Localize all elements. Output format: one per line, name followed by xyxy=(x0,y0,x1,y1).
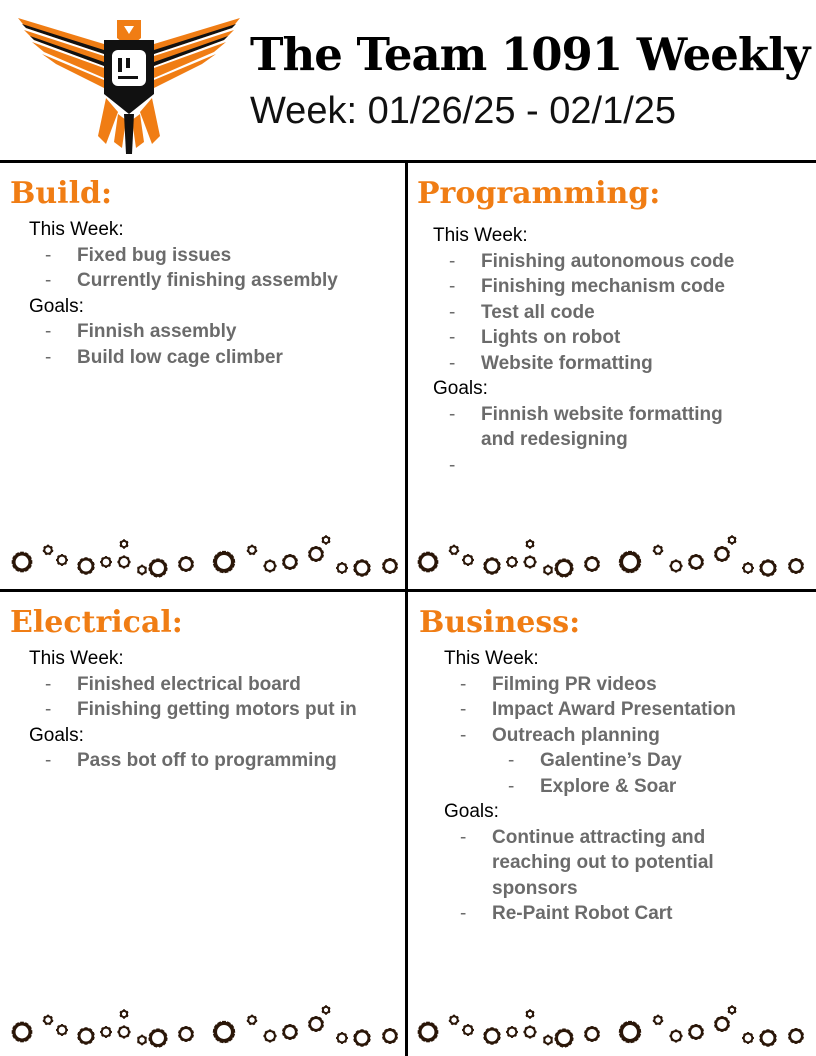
gear-border-bottom xyxy=(0,1002,816,1054)
programming-section xyxy=(417,176,807,478)
list-item: - Re-Paint Robot Cart xyxy=(460,903,673,924)
electrical-goals-list xyxy=(29,748,410,774)
gear-icon xyxy=(688,554,704,570)
list-item: - Finnish website formatting and redesigning xyxy=(449,403,723,450)
programming-this-week-list xyxy=(433,249,807,377)
programming-goals-label: Goals: xyxy=(433,378,488,399)
gear-icon xyxy=(12,552,33,573)
list-item: - Test all code xyxy=(449,301,595,323)
gear-icon xyxy=(554,1028,573,1047)
gear-icon xyxy=(282,554,298,570)
electrical-goals-label: Goals: xyxy=(29,724,84,746)
business-heading: Business: xyxy=(419,605,581,640)
gear-icon xyxy=(523,555,536,568)
list-item: - Finishing getting motors put in xyxy=(45,699,357,720)
list-item: - Galentine’s Day xyxy=(508,750,682,771)
list-item: - Impact Award Presentation xyxy=(460,699,736,720)
gear-icon xyxy=(213,1021,236,1043)
electrical-section xyxy=(10,605,410,774)
gear-icon xyxy=(653,1015,664,1026)
gear-icon xyxy=(43,545,54,556)
gear-icon xyxy=(669,1029,682,1042)
gear-icon xyxy=(418,1022,439,1043)
list-item: - Continue attracting and reaching out to potential sponsors xyxy=(460,826,714,899)
phoenix-robot-logo-icon xyxy=(18,14,240,156)
top-divider xyxy=(0,160,816,163)
programming-goals-list xyxy=(433,402,807,478)
gear-icon xyxy=(462,554,474,566)
gear-icon xyxy=(43,1015,54,1026)
gear-icon xyxy=(213,551,236,573)
gear-icon xyxy=(117,1025,130,1038)
gear-icon xyxy=(653,545,664,556)
list-item: - Explore & Soar xyxy=(508,775,677,797)
electrical-this-week-label: This Week: xyxy=(29,648,124,669)
electrical-heading: Electrical: xyxy=(10,605,183,640)
gear-icon xyxy=(382,1028,398,1044)
gear-icon xyxy=(308,1016,324,1032)
list-item: - Pass bot off to programming xyxy=(45,750,337,771)
gear-icon xyxy=(382,558,398,574)
gear-icon xyxy=(178,1026,194,1042)
gear-icon xyxy=(137,1035,147,1046)
gear-icon xyxy=(506,556,518,568)
list-item: - Fixed bug issues xyxy=(45,244,232,266)
gear-icon xyxy=(321,535,330,544)
gear-icon xyxy=(308,546,324,562)
gear-border-top xyxy=(0,532,816,584)
gear-icon xyxy=(584,1026,600,1042)
electrical-this-week-list xyxy=(29,672,410,723)
gear-icon xyxy=(263,559,276,572)
list-item: - Currently finishing assembly xyxy=(45,270,338,291)
list-item: - Outreach planning xyxy=(460,724,660,746)
gear-icon xyxy=(449,1015,460,1026)
build-section xyxy=(10,176,410,370)
list-item: - Lights on robot xyxy=(449,327,621,348)
gear-icon xyxy=(336,1032,348,1044)
gear-icon xyxy=(247,545,258,556)
gear-icon xyxy=(788,1028,804,1044)
gear-icon xyxy=(263,1029,276,1042)
gear-icon xyxy=(353,1029,371,1046)
gear-icon xyxy=(523,1025,536,1038)
business-this-week-list xyxy=(444,672,809,800)
programming-this-week-label: This Week: xyxy=(433,225,528,246)
gear-icon xyxy=(483,1027,501,1044)
list-item: - Build low cage climber xyxy=(45,346,283,368)
gear-icon xyxy=(148,1028,167,1047)
gear-icon xyxy=(727,535,736,544)
gear-icon xyxy=(584,556,600,572)
gear-icon xyxy=(788,558,804,574)
gear-icon xyxy=(119,539,128,548)
gear-icon xyxy=(336,562,348,574)
list-item: - Finishing autonomous code xyxy=(449,250,735,272)
gear-icon xyxy=(137,565,147,576)
list-item: - xyxy=(449,454,456,476)
gear-icon xyxy=(525,1009,534,1018)
gear-icon xyxy=(418,552,439,573)
gear-icon xyxy=(543,565,553,576)
business-goals-list xyxy=(444,825,809,927)
build-goals-label: Goals: xyxy=(29,295,84,317)
gear-icon xyxy=(12,1022,33,1043)
gear-icon xyxy=(462,1024,474,1036)
gear-icon xyxy=(506,1026,518,1038)
list-item: - Website formatting xyxy=(449,352,653,374)
gear-icon xyxy=(100,556,112,568)
gear-icon xyxy=(688,1024,704,1040)
gear-icon xyxy=(247,1015,258,1026)
gear-icon xyxy=(669,559,682,572)
middle-divider xyxy=(0,589,816,592)
programming-heading: Programming: xyxy=(417,176,661,211)
build-this-week-label: This Week: xyxy=(29,219,124,240)
build-this-week-list xyxy=(29,243,410,294)
newsletter-header xyxy=(0,0,816,160)
gear-icon xyxy=(77,1027,95,1044)
gear-icon xyxy=(56,1024,68,1036)
gear-icon xyxy=(525,539,534,548)
list-item: - Filming PR videos xyxy=(460,673,657,695)
gear-icon xyxy=(100,1026,112,1038)
gear-icon xyxy=(353,559,371,576)
gear-icon xyxy=(619,1021,642,1043)
gear-icon xyxy=(727,1005,736,1014)
build-heading: Build: xyxy=(10,176,113,211)
gear-icon xyxy=(619,551,642,573)
gear-icon xyxy=(77,557,95,574)
build-goals-list xyxy=(29,319,410,370)
gear-icon xyxy=(742,562,754,574)
gear-icon xyxy=(148,558,167,577)
gear-icon xyxy=(282,1024,298,1040)
gear-icon xyxy=(543,1035,553,1046)
gear-icon xyxy=(759,1029,777,1046)
business-section xyxy=(419,605,809,927)
week-range: Week: 01/26/25 - 02/1/25 xyxy=(250,90,677,132)
list-item: - Finishing mechanism code xyxy=(449,276,725,297)
gear-icon xyxy=(714,546,730,562)
business-this-week-label: This Week: xyxy=(444,648,539,669)
gear-icon xyxy=(449,545,460,556)
newsletter-title: The Team 1091 Weekly xyxy=(250,28,810,81)
gear-icon xyxy=(321,1005,330,1014)
gear-icon xyxy=(759,559,777,576)
gear-icon xyxy=(714,1016,730,1032)
gear-icon xyxy=(56,554,68,566)
list-item: - Finished electrical board xyxy=(45,673,301,695)
gear-icon xyxy=(554,558,573,577)
business-goals-label: Goals: xyxy=(444,801,499,822)
list-item: - Finnish assembly xyxy=(45,321,237,342)
gear-icon xyxy=(119,1009,128,1018)
gear-icon xyxy=(483,557,501,574)
gear-icon xyxy=(117,555,130,568)
gear-icon xyxy=(742,1032,754,1044)
gear-icon xyxy=(178,556,194,572)
